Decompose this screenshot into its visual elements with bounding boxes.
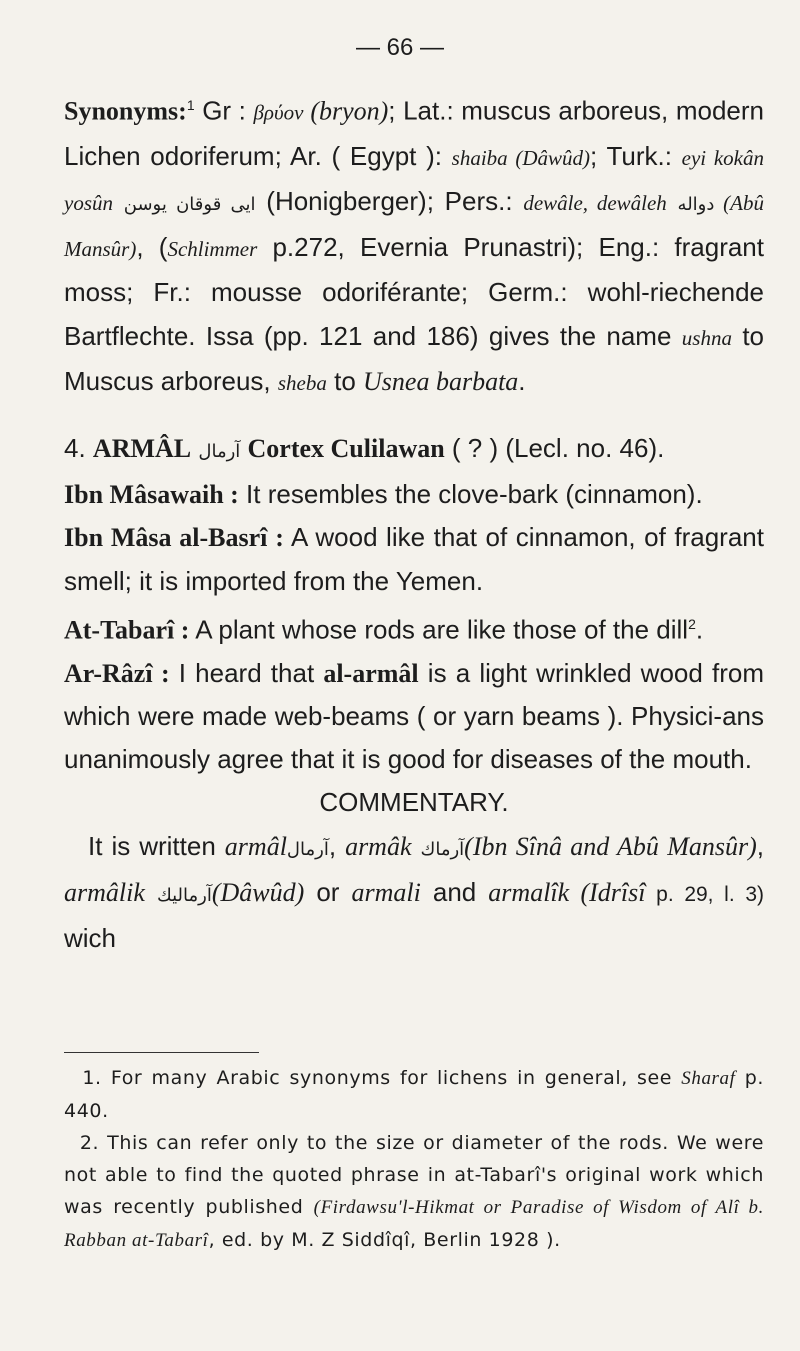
arabic-script: آرمال — [198, 441, 241, 463]
footnotes — [64, 1062, 764, 1257]
authority-entry: Ibn Mâsa al-Basrî : A wood like that of cinnamon, of fragrant smell; it is imported from the Yemen. — [64, 522, 764, 596]
page-number: — 66 — — [355, 34, 445, 61]
main-text — [64, 84, 764, 960]
authority-entry: Ibn Mâsawaih : It resembles the clove-bark (cinnamon). — [64, 479, 703, 510]
footnote: 2. This can refer only to the size or diameter of the rods. We were not able to find the quoted phrase in at-Tabarî's original work which was recently published (Firdawsu'l-Hikmat or Paradise of Wisdom of Alî b. Rabban at-Tabarî, ed. by M. Z Siddîqî, Berlin 1928 ). — [64, 1132, 765, 1251]
authority-entry: Ar-Râzî : I heard that al-armâl is a light wrinkled wood from which were made web-beams ( or yarn beams ). Physici-ans unanimously agree that it is good for diseases of the mouth. — [64, 657, 764, 775]
arabic-script: آرماك — [420, 838, 465, 860]
entry-heading: 4. ARMÂL آرمال Cortex Culilawan ( ? ) (Lecl. no. 46). — [64, 433, 665, 464]
entry-title: ARMÂL — [92, 434, 192, 464]
footnote: 1. For many Arabic synonyms for lichens in general, see Sharaf p. 440. — [64, 1067, 764, 1122]
arabic-script: آرمال — [286, 838, 329, 860]
synonyms-paragraph: Synonyms:$^1$ Gr : βρύον (bryon); Lat.: muscus arboreus, modern Lichen odoriferum; Ar. ( Egypt ): shaiba (Dâwûd); Turk.: eyi kokân yosûn ایی قوقان یوسن (Honigberger); Pers.: dewâle, dewâleh دواله (Abû Mansûr), (Schlimmer p.272, Evernia Prunastri); Eng.: fragrant moss; Fr.: mousse odoriférante; Germ.: wohl-riechende Bartflechte. Issa (pp. 121 and 186) gives the name ushna to Muscus arboreus, sheba to Usnea barbata. — [64, 95, 764, 396]
footnote-ref: 1 — [186, 97, 195, 113]
authority-entry: At-Tabarî : A plant whose rods are like those of the dill$^2$. — [64, 614, 704, 645]
arabic-script: آرماليك — [156, 884, 212, 906]
commentary-heading: COMMENTARY. — [319, 787, 509, 818]
synonyms-label: Synonyms — [64, 96, 179, 126]
greek-word: βρύον — [253, 100, 304, 125]
footnote-divider — [64, 1052, 259, 1053]
arabic-script: ایی قوقان یوسن — [123, 194, 256, 216]
commentary-paragraph: It is written armâlآرمال, armâk آرماك(Ibn Sînâ and Abû Mansûr), armâlik آرماليك(Dâwûd) or armali and armalîk (Idrîsî p. 29, l. 3) wich — [64, 830, 764, 953]
footnote-ref: 2 — [688, 615, 696, 632]
arabic-script: دواله — [677, 194, 715, 216]
